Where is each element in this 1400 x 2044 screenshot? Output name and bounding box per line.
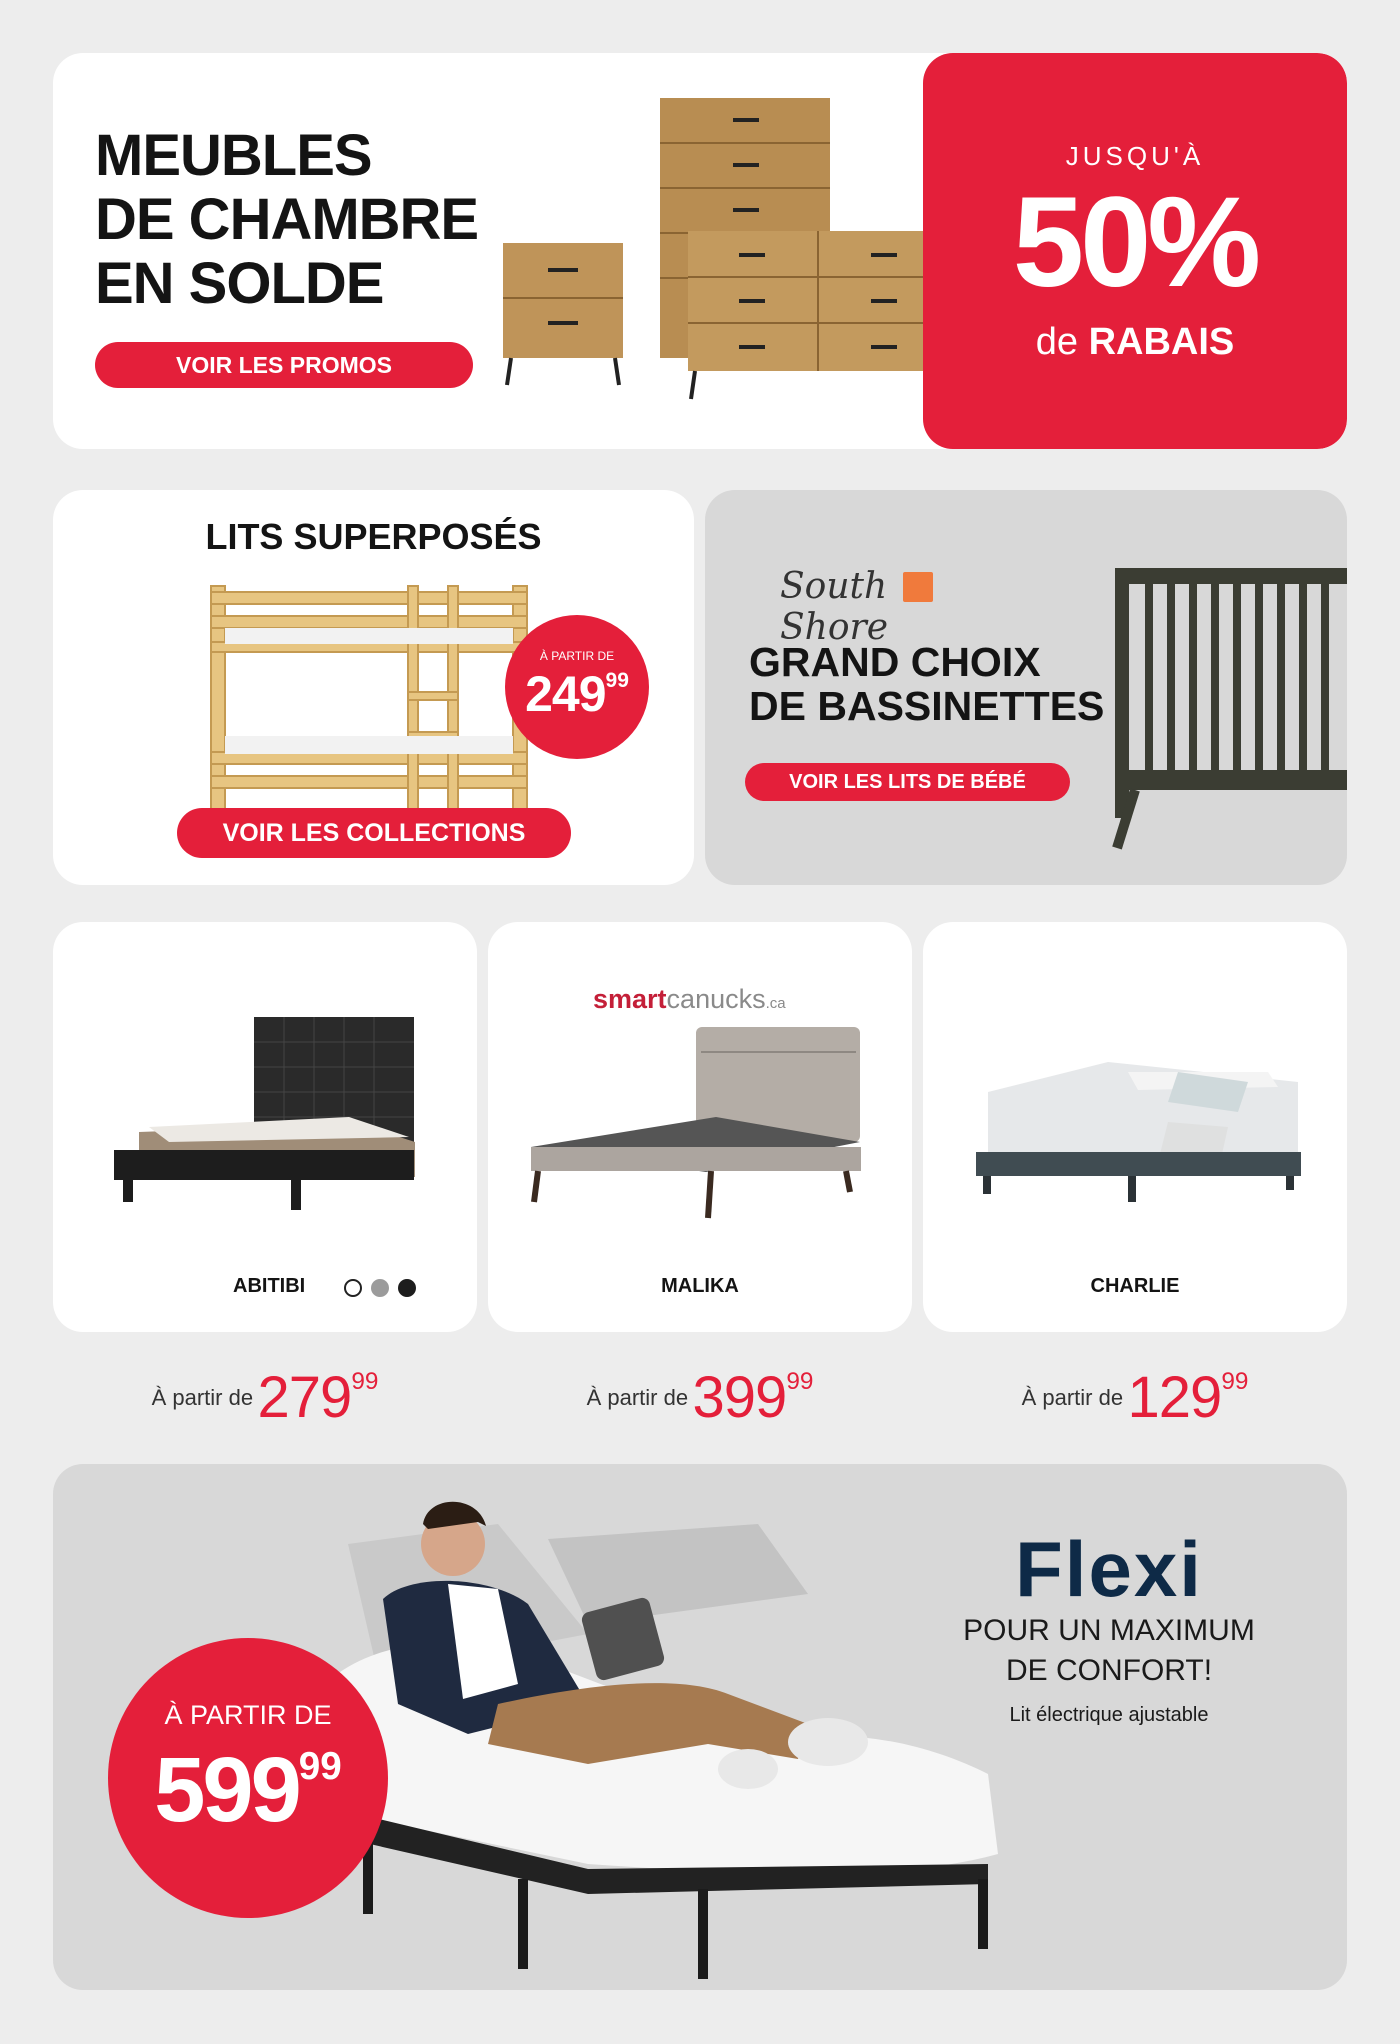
price-value	[693, 1365, 814, 1430]
crib-title-line2: DE BASSINETTES	[749, 683, 1105, 729]
flexi-tagline-line1: POUR UN MAXIMUM	[963, 1614, 1255, 1647]
hero-banner	[53, 53, 1347, 449]
flexi-tagline-line2: DE CONFORT!	[1005, 1654, 1213, 1687]
south-shore-logo	[780, 566, 1040, 648]
bunk-price-circle	[505, 615, 649, 759]
hero-title-line3: EN SOLDE	[95, 251, 384, 316]
dresser-set-image	[493, 93, 963, 413]
price-main: 129	[1127, 1365, 1222, 1430]
crib-title-line1: GRAND CHOIX	[749, 639, 1041, 685]
brand-south: South	[780, 566, 888, 607]
price-cents: 99	[351, 1368, 379, 1396]
voir-les-collections-button[interactable]: VOIR LES COLLECTIONS	[177, 808, 571, 858]
charlie-bed-image	[968, 1042, 1308, 1222]
price-main: 279	[257, 1365, 352, 1430]
product-card-malika[interactable]	[488, 922, 912, 1332]
abitibi-name: ABITIBI	[233, 1275, 306, 1297]
flexi-price-caption: À PARTIR DE	[164, 1700, 332, 1730]
voir-les-promos-button[interactable]: VOIR LES PROMOS	[95, 342, 473, 388]
bunk-price-caption: À PARTIR DE	[539, 649, 615, 663]
product-card-charlie[interactable]	[923, 922, 1347, 1332]
flexi-subtitle: Lit électrique ajustable	[1009, 1704, 1209, 1726]
bunk-bed-image	[203, 582, 543, 842]
price-malika	[488, 1364, 912, 1431]
bunk-price-cents: 99	[605, 668, 629, 692]
price-main: 399	[692, 1365, 787, 1430]
price-prefix: À partir de	[1021, 1385, 1124, 1410]
voir-les-lits-de-bebe-button[interactable]: VOIR LES LITS DE BÉBÉ	[745, 763, 1070, 801]
hero-title-line2: DE CHAMBRE	[95, 187, 479, 252]
bunk-price-main: 249	[525, 666, 606, 722]
promo-rabais-word: RABAIS	[1088, 321, 1235, 363]
price-prefix: À partir de	[586, 1385, 689, 1410]
price-value	[258, 1365, 379, 1430]
flexi-price-cents: 99	[298, 1744, 342, 1788]
price-cents: 99	[786, 1368, 814, 1396]
brand-ca: .ca	[765, 995, 786, 1012]
flexi-bed-image	[288, 1484, 1048, 1990]
brand-shore: Shore	[780, 607, 889, 648]
malika-name: MALIKA	[661, 1275, 739, 1297]
promo-jusqua: JUSQU'À	[1065, 141, 1205, 171]
bunk-price-value	[505, 665, 649, 723]
product-card-abitibi[interactable]	[53, 922, 477, 1332]
crib-card	[705, 490, 1347, 885]
price-prefix: À partir de	[151, 1385, 254, 1410]
brand-smart: smart	[593, 984, 667, 1014]
flexi-price-value	[108, 1738, 388, 1843]
price-value	[1128, 1365, 1249, 1430]
promo-block	[923, 53, 1347, 449]
malika-bed-image	[526, 1022, 866, 1222]
promo-value: 50%	[1012, 171, 1258, 314]
hero-title-line1: MEUBLES	[95, 123, 372, 188]
charlie-name: CHARLIE	[1090, 1275, 1180, 1297]
smartcanucks-logo	[593, 984, 786, 1015]
crib-image	[1105, 560, 1347, 860]
color-swatch-black[interactable]	[398, 1279, 416, 1297]
flexi-price-main: 599	[154, 1739, 299, 1841]
flexi-logo: Flexi	[1015, 1525, 1203, 1613]
color-swatch-grey[interactable]	[371, 1279, 389, 1297]
dresser-logo-icon	[903, 572, 933, 602]
price-charlie	[923, 1364, 1347, 1431]
abitibi-bed-image	[109, 1012, 429, 1222]
bunk-bed-card	[53, 490, 694, 885]
brand-canucks: canucks	[666, 984, 766, 1014]
promo-de: de	[1035, 321, 1079, 363]
flexi-price-circle	[108, 1638, 388, 1918]
promo-rabais	[923, 321, 1347, 364]
bunk-title: LITS SUPERPOSÉS	[205, 516, 542, 557]
price-cents: 99	[1221, 1368, 1249, 1396]
color-swatch-white[interactable]	[344, 1279, 362, 1297]
price-abitibi	[53, 1364, 477, 1431]
flexi-banner	[53, 1464, 1347, 1990]
